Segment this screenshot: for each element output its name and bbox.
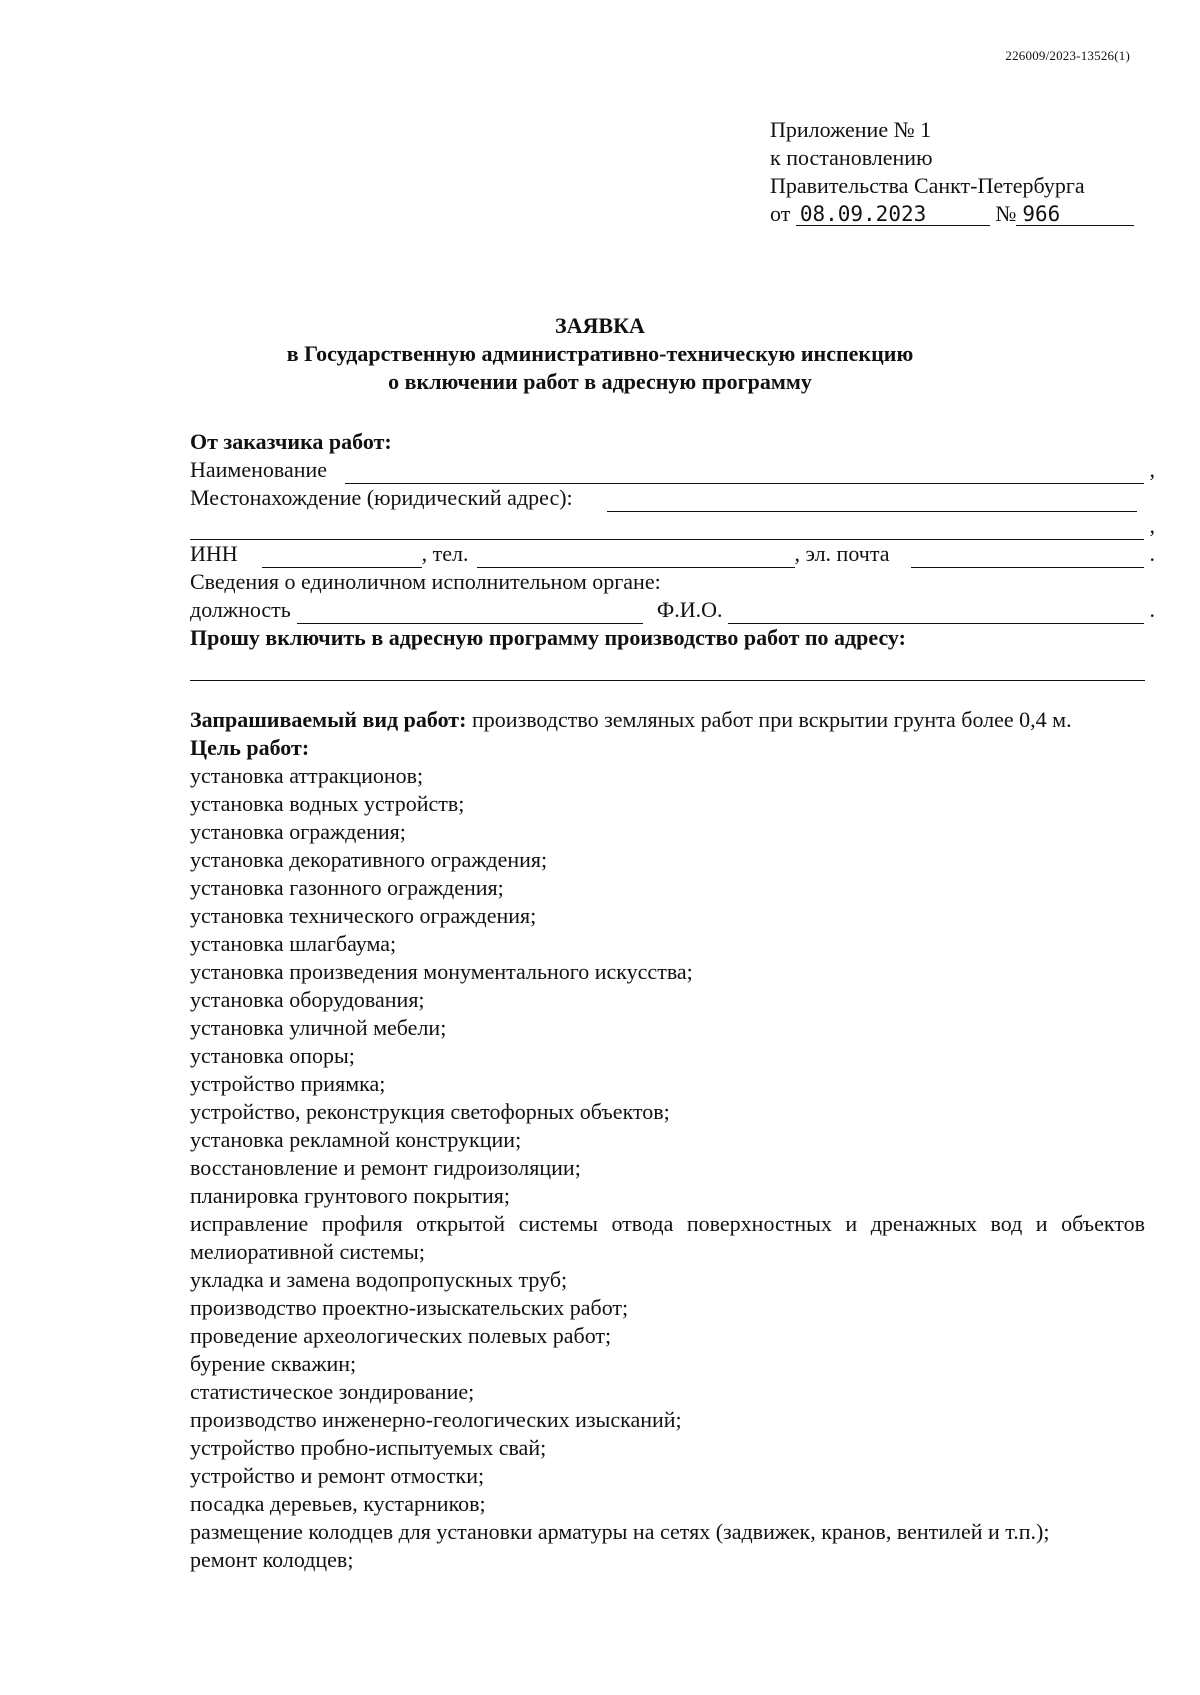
fio-period: . (1149, 597, 1155, 622)
email-label: , эл. почта (794, 541, 890, 566)
list-item: установка водных устройств; (190, 791, 465, 816)
list-item: установка ограждения; (190, 819, 406, 844)
list-item: установка рекламной конструкции; (190, 1127, 522, 1152)
work-type (190, 706, 1145, 734)
list-item: исправление профиля открытой системы отвода поверхностных и дренажных вод и объектов мелиоративной системы; (190, 1211, 1145, 1264)
list-item: восстановление и ремонт гидроизоляции; (190, 1155, 581, 1180)
phone-field[interactable] (477, 547, 795, 568)
list-item: установка опоры; (190, 1043, 355, 1068)
list-item: установка декоративного ограждения; (190, 847, 548, 872)
title-line-3: о включении работ в адресную программу (388, 369, 812, 394)
list-item: укладка и замена водопропускных труб; (190, 1267, 568, 1292)
address-field[interactable] (607, 491, 1137, 512)
email-period: . (1149, 541, 1155, 566)
phone-label: , тел. (421, 541, 469, 566)
executive-row: Сведения о единоличном исполнительном органе: (190, 569, 661, 594)
appendix-block (770, 116, 1134, 228)
list-item: установка произведения монументального искусства; (190, 959, 693, 984)
decree-number: 966 (1016, 203, 1134, 226)
appendix-ref: к постановлению (770, 145, 933, 170)
fio-label: Ф.И.О. (656, 597, 723, 622)
name-row (190, 456, 1155, 484)
address-label: Местонахождение (юридический адрес): (190, 485, 573, 510)
list-item: ремонт колодцев; (190, 1547, 354, 1572)
list-item: установка шлагбаума; (190, 931, 397, 956)
work-address-field[interactable] (190, 652, 1145, 681)
list-item: устройство и ремонт отмостки; (190, 1463, 485, 1488)
list-item: устройство, реконструкция светофорных объектов; (190, 1099, 670, 1124)
work-type-label: Запрашиваемый вид работ: (190, 707, 467, 732)
work-goal-list (190, 762, 1145, 1574)
address-continuation-row (190, 512, 1155, 540)
address-field-continued[interactable] (190, 519, 1144, 540)
name-comma: , (1149, 457, 1155, 482)
email-field[interactable] (911, 547, 1143, 568)
inn-row (190, 540, 1155, 568)
appendix-number: Приложение № 1 (770, 117, 932, 142)
list-item: производство проектно-изыскательских работ; (190, 1295, 629, 1320)
address-row (190, 484, 1155, 512)
appendix-date-line (770, 200, 1134, 228)
list-item: установка газонного ограждения; (190, 875, 504, 900)
name-label: Наименование (190, 457, 328, 482)
work-type-value: производство земляных работ при вскрытии грунта более 0,4 м. (471, 707, 1072, 732)
list-item: статистическое зондирование; (190, 1379, 475, 1404)
appendix-authority: Правительства Санкт-Петербурга (770, 173, 1085, 198)
list-item: устройство пробно-испытуемых свай; (190, 1435, 547, 1460)
from-customer-heading: От заказчика работ: (190, 429, 392, 454)
position-label: должность (190, 597, 291, 622)
number-prefix: № (995, 201, 1017, 226)
applicant-form (190, 428, 1155, 681)
list-item: планировка грунтового покрытия; (190, 1183, 510, 1208)
list-item: установка технического ограждения; (190, 903, 537, 928)
title-main: ЗАЯВКА (555, 313, 645, 338)
address-comma: , (1149, 513, 1155, 538)
list-item: посадка деревьев, кустарников; (190, 1491, 486, 1516)
document-registration-number: 226009/2023-13526(1) (1005, 48, 1130, 63)
decree-date: 08.09.2023 (796, 203, 990, 226)
list-item: устройство приямка; (190, 1071, 386, 1096)
document-title (0, 312, 1200, 396)
work-goal-heading: Цель работ: (190, 735, 310, 760)
list-item: размещение колодцев для установки арматуры на сетях (задвижек, кранов, вентилей и т.п.); (190, 1519, 1050, 1544)
inn-label: ИНН (190, 541, 238, 566)
list-item: установка уличной мебели; (190, 1015, 447, 1040)
position-field[interactable] (297, 603, 643, 624)
inn-field[interactable] (262, 547, 422, 568)
date-prefix: от (770, 201, 791, 226)
list-item: проведение археологических полевых работ; (190, 1323, 612, 1348)
works-section (190, 706, 1145, 1574)
list-item: производство инженерно-геологических изысканий; (190, 1407, 682, 1432)
title-line-2: в Государственную административно-техническую инспекцию (286, 341, 914, 366)
list-item: бурение скважин; (190, 1351, 357, 1376)
list-item: установка оборудования; (190, 987, 425, 1012)
request-heading: Прошу включить в адресную программу производство работ по адресу: (190, 625, 906, 650)
list-item: установка аттракционов; (190, 763, 424, 788)
position-row (190, 596, 1155, 624)
fio-field[interactable] (728, 603, 1143, 624)
name-field[interactable] (345, 463, 1143, 484)
